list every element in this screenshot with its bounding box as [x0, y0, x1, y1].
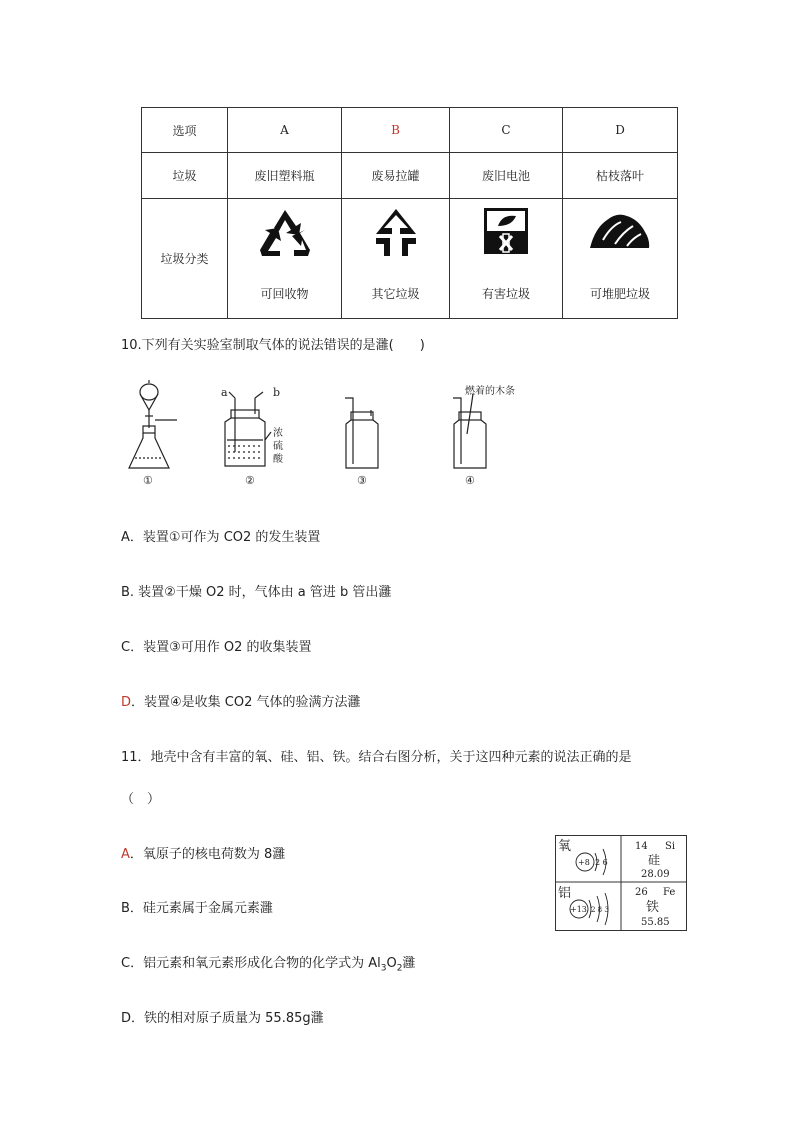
iron-mass: 55.85 — [641, 917, 670, 928]
row-category-label: 垃圾分类 — [142, 199, 228, 319]
category-compost: 可堆肥垃圾 — [589, 286, 650, 301]
acid-label-1: 浓 — [273, 428, 283, 439]
apparatus-num-3: ③ — [357, 474, 367, 487]
row-garbage-label: 垃圾 — [142, 153, 228, 199]
apparatus-2-icon — [225, 392, 271, 466]
silicon-number: 14 — [635, 841, 648, 852]
aluminum-shells: 2 8 3 — [591, 906, 609, 914]
oxygen-shells: 2 6 — [595, 858, 608, 867]
silicon-symbol: Si — [665, 841, 676, 852]
apparatus-1-icon — [129, 380, 177, 468]
burning-stick-label: 燃着的木条 — [465, 386, 515, 397]
q10-stem: 10.下列有关实验室制取气体的说法错误的是灉( ) — [121, 338, 425, 353]
q11-stem: 11．地壳中含有丰富的氧、硅、铝、铁。结合右图分析，关于这四种元素的说法正确的是 — [121, 750, 632, 765]
q10-option-a: A．装置①可作为 CO2 的发生装置 — [121, 530, 321, 545]
q11-option-b: B．硅元素属于金属元素灉 — [121, 901, 273, 916]
oxygen-nucleus: +8 — [578, 858, 590, 867]
garbage-table — [141, 107, 678, 319]
item-battery: 废旧电池 — [450, 153, 563, 199]
iron-name: 铁 — [646, 900, 660, 915]
category-recyclable: 可回收物 — [260, 286, 309, 301]
q10-apparatus-figure — [121, 380, 521, 490]
aluminum-name: 铝 — [558, 886, 572, 901]
element-info-figure — [555, 835, 687, 931]
silicon-mass: 28.09 — [641, 869, 670, 880]
aluminum-nucleus: +13 — [570, 905, 587, 914]
apparatus-3-icon — [345, 398, 378, 468]
apparatus-num-1: ① — [143, 474, 153, 487]
q10-option-d: D．装置④是收集 CO2 气体的验满方法灉 — [121, 695, 361, 710]
apparatus-4-icon — [453, 394, 486, 468]
option-b: B — [342, 108, 450, 153]
q11-option-a: A．氧原子的核电荷数为 8灉 — [121, 847, 286, 862]
iron-symbol: Fe — [663, 887, 676, 898]
apparatus-num-4: ④ — [465, 474, 475, 487]
option-a: A — [228, 108, 342, 153]
acid-label-3: 酸 — [273, 454, 283, 465]
compost-pile-icon — [587, 206, 653, 252]
item-leaves: 枯枝落叶 — [563, 153, 678, 199]
item-can: 废易拉罐 — [342, 153, 450, 199]
silicon-name: 硅 — [648, 853, 661, 867]
recyclable-icon — [254, 206, 316, 258]
q11-paren: （ ） — [121, 792, 161, 807]
item-plastic-bottle: 废旧塑料瓶 — [228, 153, 342, 199]
iron-number: 26 — [635, 887, 648, 898]
option-d: D — [563, 108, 678, 153]
other-waste-icon — [370, 206, 422, 258]
category-hazardous: 有害垃圾 — [481, 286, 530, 301]
hazardous-battery-icon — [482, 206, 530, 256]
apparatus-label-a: a — [221, 386, 228, 399]
q10-option-b: B. 装置②干燥 O2 时，气体由 a 管进 b 管出灉 — [121, 585, 392, 600]
header-option-label: 选项 — [142, 108, 228, 153]
apparatus-label-b: b — [273, 386, 281, 399]
q11-option-c: C．铝元素和氧元素形成化合物的化学式为 $Al_3O_2$灉 — [121, 956, 416, 974]
category-other: 其它垃圾 — [371, 286, 420, 301]
option-c: C — [450, 108, 563, 153]
apparatus-num-2: ② — [245, 474, 255, 487]
q11-option-d: D．铁的相对原子质量为 55.85g灉 — [121, 1011, 324, 1026]
oxygen-name: 氧 — [558, 839, 572, 854]
acid-label-2: 硫 — [273, 441, 283, 452]
q10-option-c: C．装置③可用作 O2 的收集装置 — [121, 640, 312, 655]
